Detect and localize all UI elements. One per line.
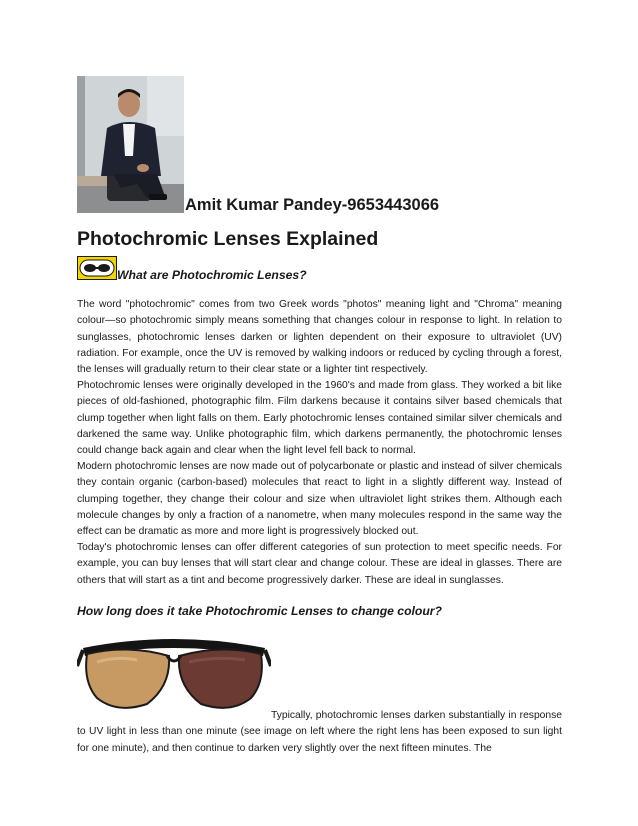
paragraph: Today's photochromic lenses can offer different categories of sun protection to meet specific needs. For example, you can buy lenses that will start clear and change colour. These are ideal in glasses. There are others that will start as a tint and become progressively darker. These are ideal in sunglasses. bbox=[77, 542, 562, 586]
portrait-photo-icon bbox=[77, 76, 184, 213]
paragraph: The word "photochromic" comes from two Greek words "photos" meaning light and "Chroma" meaning colour—so photochromic simply means something that changes colour in response to light. In relation to sunglasses, photochromic lenses darken or lighten dependent on their exposure to ultraviolet (UV) radiation. For example, once the UV is removed by walking indoors or reduced by cycling through a forest, the lenses will gradually return to their clear state or a lighter tint respectively. bbox=[77, 299, 562, 376]
section-heading-what: What are Photochromic Lenses? bbox=[117, 268, 307, 282]
sunglasses-logo-icon bbox=[77, 256, 117, 280]
author-photo bbox=[77, 76, 184, 213]
author-name: Amit Kumar Pandey-9653443066 bbox=[185, 196, 440, 214]
page-title: Photochromic Lenses Explained bbox=[77, 228, 379, 250]
paragraph: Typically, photochromic lenses darken substantially in response to UV light in less than one minute (see image on left where the right lens has been exposed to sun light for one minute), and then continue to darken very slightly over the next fifteen minutes. The bbox=[77, 710, 562, 754]
photochromic-sunglasses-photo bbox=[77, 626, 271, 718]
section-heading-how-long: How long does it take Photochromic Lenses to change colour? bbox=[77, 604, 442, 618]
paragraph: Modern photochromic lenses are now made out of polycarbonate or plastic and instead of silver chemicals they contain organic (carbon-based) molecules that react to light in a slightly different way. Instead of clumping together, they change their colour and size when ultraviolet light strikes them. Although each molecule changes by only a fraction of a nanometre, when many molecules respond in the same way the effect can be dramatic as more and more light is progressively blocked out. bbox=[77, 461, 562, 538]
sunglasses-icon bbox=[77, 626, 271, 718]
paragraph: Photochromic lenses were originally developed in the 1960's and made from glass. They worked a bit like pieces of old-fashioned, photographic film. Film darkens because it contains silver based chemicals that clump together when light falls on them. Early photochromic lenses contained similar silver chemicals and darkened the same way. Unlike photographic film, which darkens permanently, the photochromic lenses could change back again and clear when the light level fell back to normal. bbox=[77, 380, 562, 457]
